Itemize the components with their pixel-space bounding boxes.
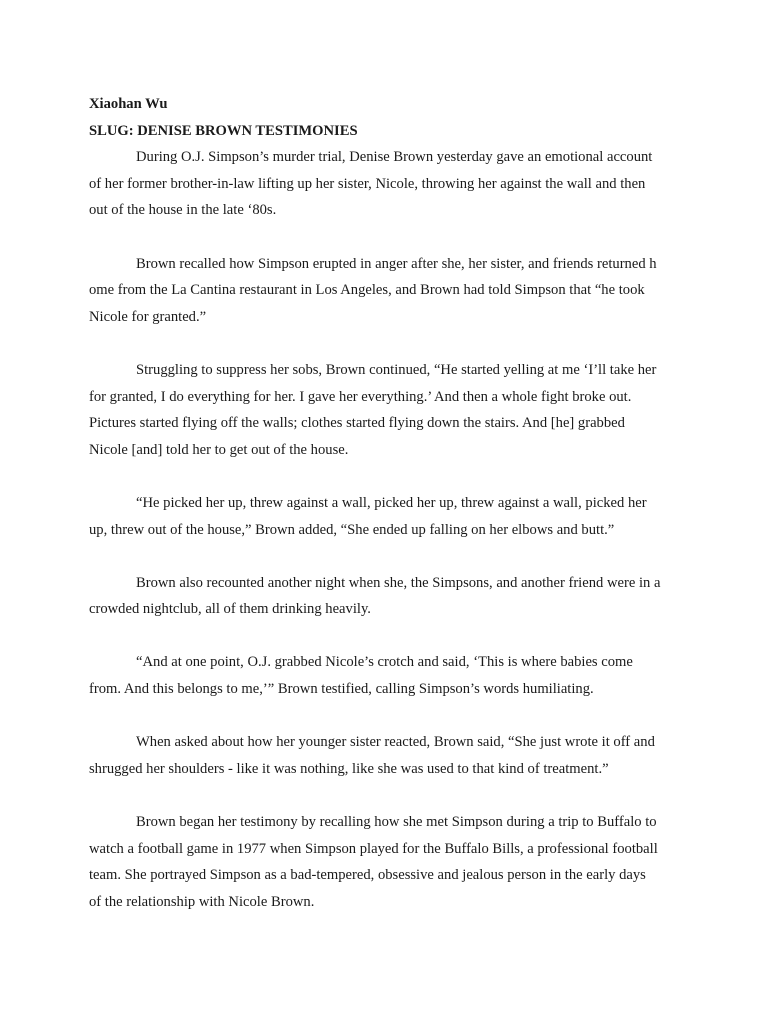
paragraph-line: crowded nightclub, all of them drinking heavily.	[89, 601, 371, 618]
paragraph-line: of the relationship with Nicole Brown.	[89, 893, 315, 910]
author-name: Xiaohan Wu	[89, 96, 168, 112]
paragraph-line: Brown recalled how Simpson erupted in anger after she, her sister, and friends returned h	[136, 255, 657, 272]
paragraph-line: ome from the La Cantina restaurant in Los Angeles, and Brown had told Simpson that “he took	[89, 282, 645, 299]
paragraph-line: team. She portrayed Simpson as a bad-tempered, obsessive and jealous person in the early days	[89, 867, 646, 884]
paragraph-line: When asked about how her younger sister reacted, Brown said, “She just wrote it off and	[136, 734, 655, 751]
paragraph-line: During O.J. Simpson’s murder trial, Denise Brown yesterday gave an emotional account	[136, 149, 653, 166]
paragraph-4	[89, 490, 679, 543]
paragraph-1	[89, 144, 679, 224]
paragraph-6	[89, 649, 679, 702]
paragraph-5	[89, 570, 679, 623]
paragraph-line: Pictures started flying off the walls; clothes started flying down the stairs. And [he] grabbed	[89, 415, 625, 432]
document-body	[89, 91, 679, 942]
paragraph-8	[89, 809, 679, 915]
paragraph-line: out of the house in the late ‘80s.	[89, 202, 277, 219]
paragraph-line: Nicole [and] told her to get out of the house.	[89, 441, 349, 458]
paragraph-7	[89, 729, 679, 782]
paragraph-line: of her former brother-in-law lifting up her sister, Nicole, throwing her against the wall and then	[89, 175, 646, 192]
paragraph-line: Nicole for granted.”	[89, 308, 207, 325]
slug-heading: SLUG: DENISE BROWN TESTIMONIES	[89, 122, 358, 139]
paragraph-line: for granted, I do everything for her. I gave her everything.’ And then a whole fight broke out.	[89, 388, 632, 405]
paragraph-line: Brown began her testimony by recalling how she met Simpson during a trip to Buffalo to	[136, 814, 657, 831]
paragraph-line: from. And this belongs to me,’” Brown testified, calling Simpson’s words humiliating.	[89, 681, 594, 698]
paragraph-line: “And at one point, O.J. grabbed Nicole’s crotch and said, ‘This is where babies come	[136, 654, 633, 671]
paragraph-line: shrugged her shoulders - like it was nothing, like she was used to that kind of treatment.”	[89, 760, 609, 777]
paragraph-line: Brown also recounted another night when she, the Simpsons, and another friend were in a	[136, 574, 661, 591]
paragraph-line: Struggling to suppress her sobs, Brown continued, “He started yelling at me ‘I’ll take her	[136, 361, 657, 378]
paragraph-line: watch a football game in 1977 when Simpson played for the Buffalo Bills, a professional football	[89, 840, 658, 857]
paragraph-line: up, threw out of the house,” Brown added, “She ended up falling on her elbows and butt.”	[89, 521, 615, 538]
paragraph-3	[89, 357, 679, 463]
paragraph-2	[89, 251, 679, 331]
paragraph-line: “He picked her up, threw against a wall, picked her up, threw against a wall, picked her	[136, 494, 647, 511]
